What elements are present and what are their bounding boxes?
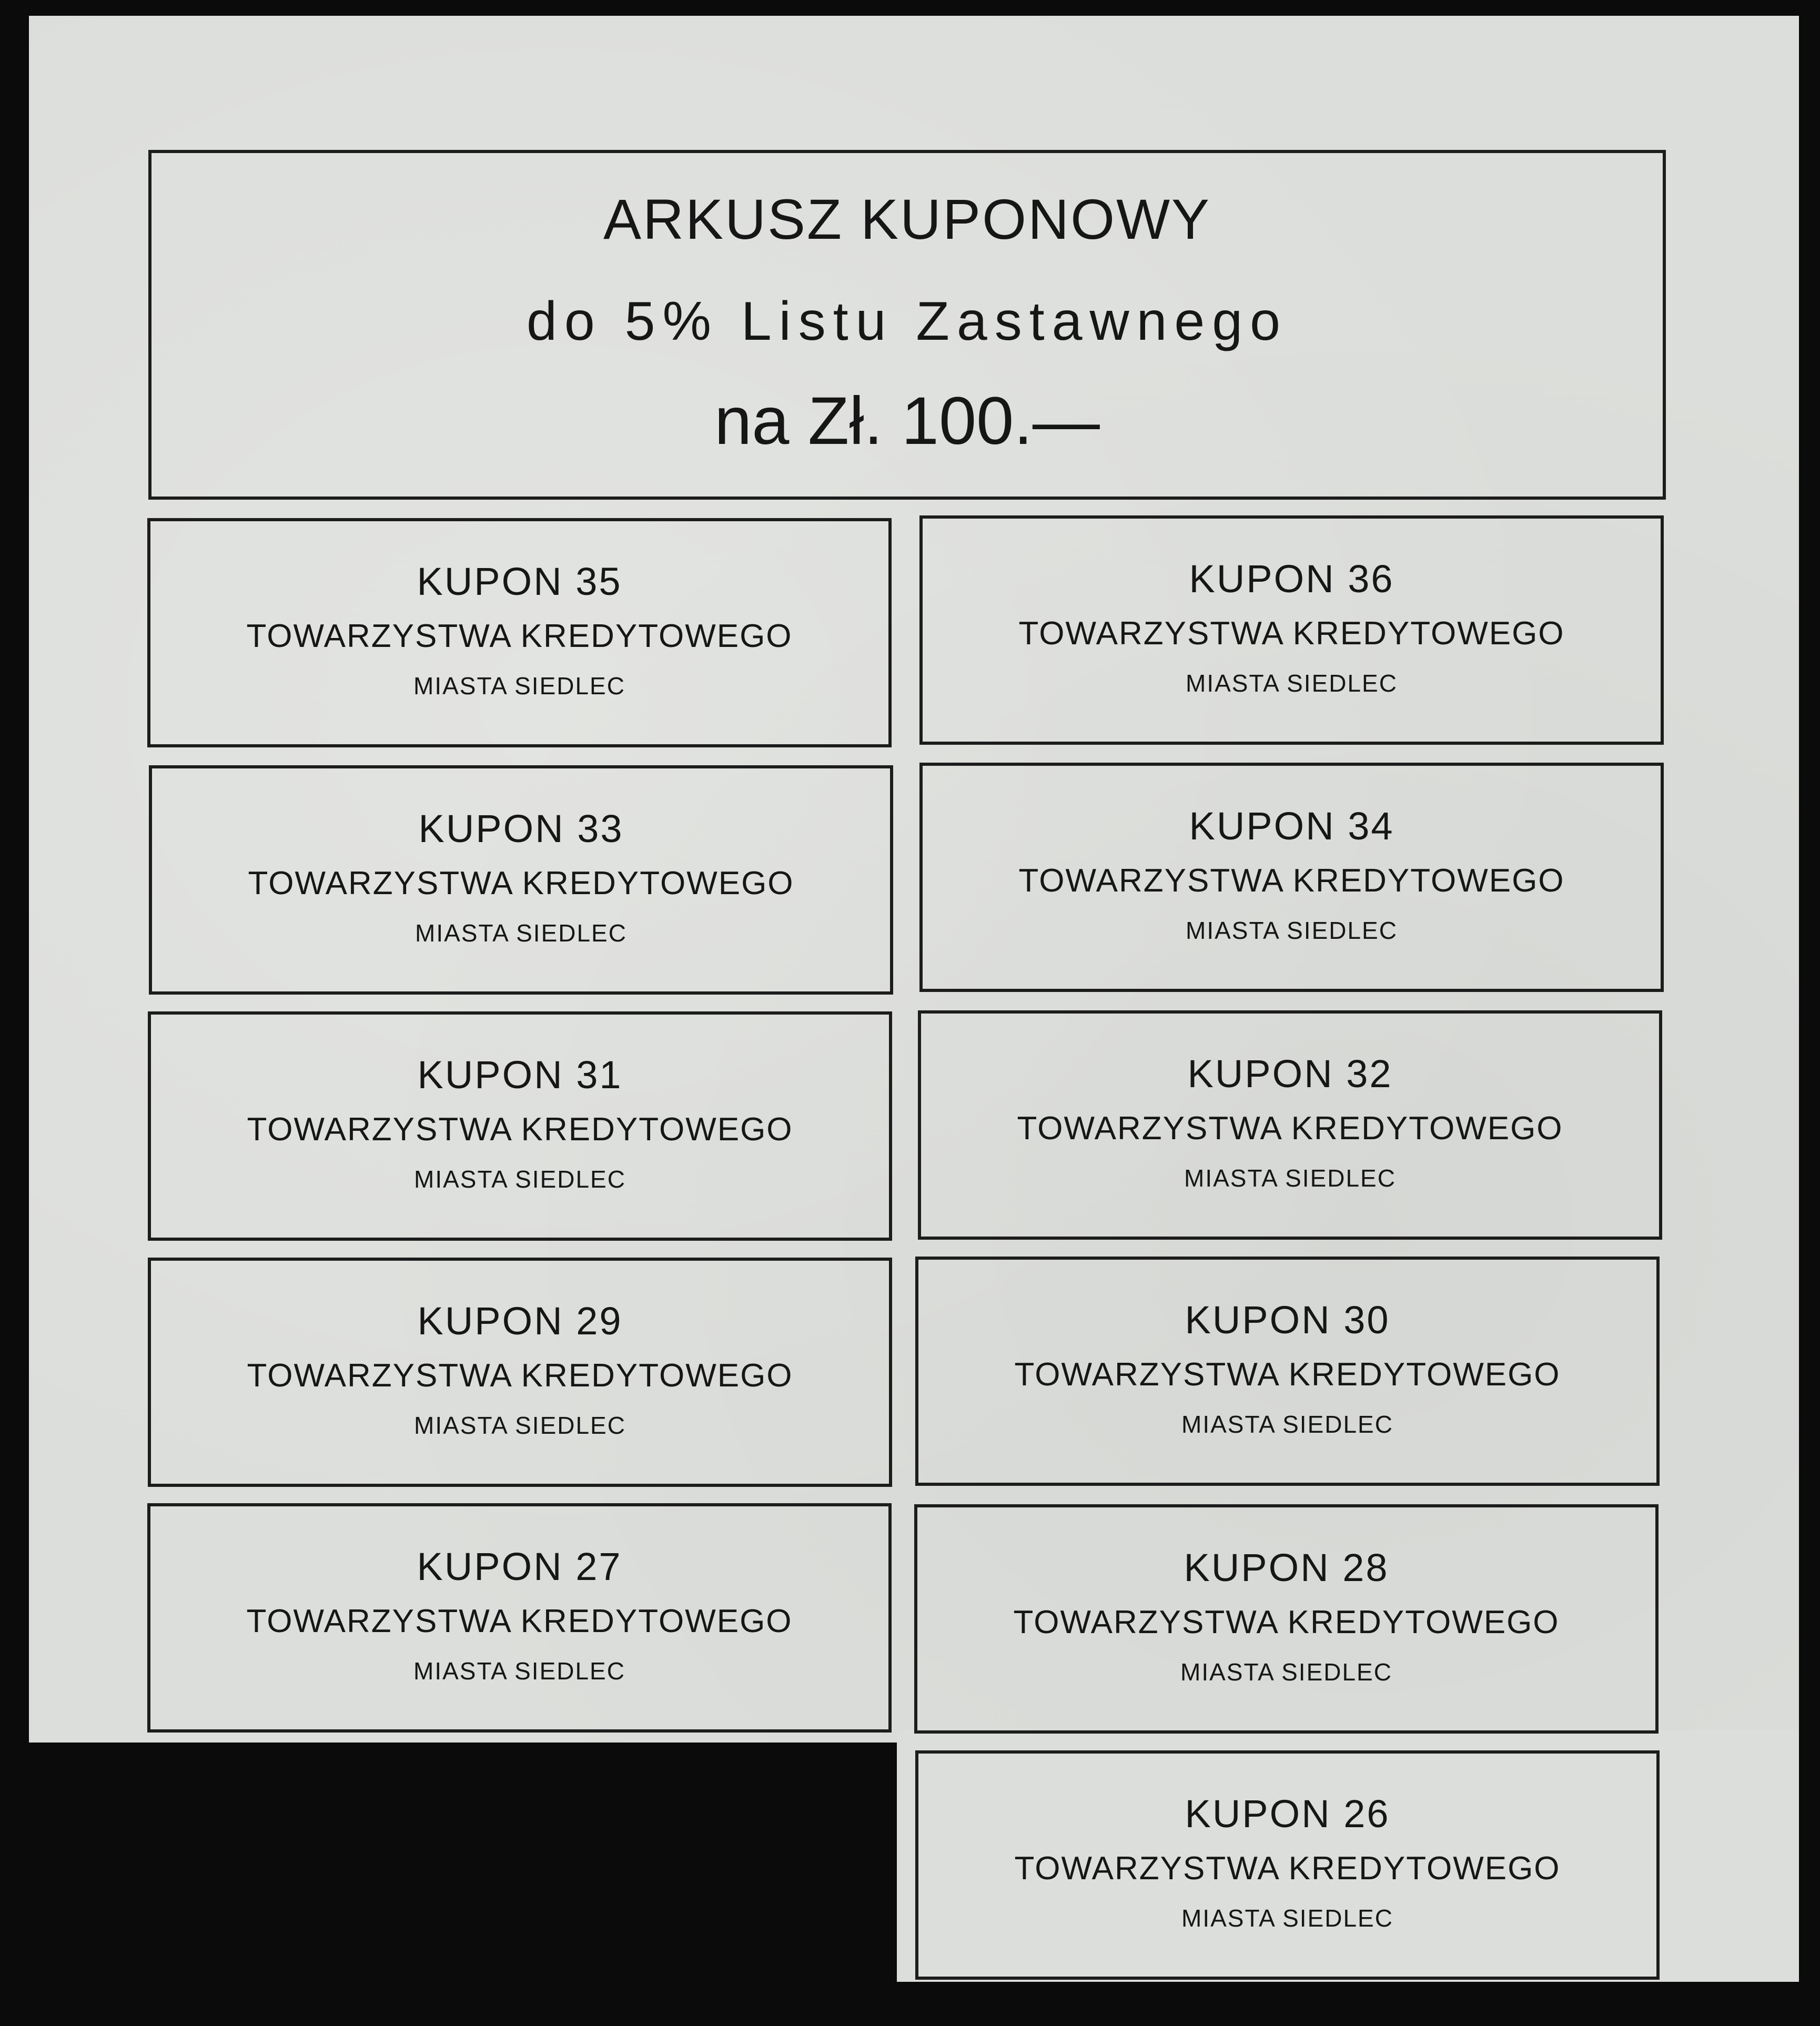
coupon-society: TOWARZYSTWA KREDYTOWEGO	[1014, 1356, 1561, 1393]
coupon-society: TOWARZYSTWA KREDYTOWEGO	[1018, 863, 1565, 899]
coupon-city: MIASTA SIEDLEC	[1186, 670, 1398, 697]
coupon-city: MIASTA SIEDLEC	[1181, 1905, 1393, 1932]
coupon-35	[147, 518, 892, 747]
coupon-36	[919, 515, 1664, 745]
coupon-number: KUPON 29	[417, 1299, 623, 1343]
coupon-27	[147, 1503, 892, 1733]
coupon-26	[915, 1750, 1660, 1980]
coupon-29	[148, 1258, 892, 1487]
coupon-society: TOWARZYSTWA KREDYTOWEGO	[247, 1358, 793, 1394]
coupon-city: MIASTA SIEDLEC	[413, 1657, 625, 1685]
coupon-society: TOWARZYSTWA KREDYTOWEGO	[247, 1111, 793, 1148]
coupon-number: KUPON 28	[1184, 1546, 1389, 1589]
coupon-number: KUPON 32	[1187, 1052, 1393, 1096]
coupon-society: TOWARZYSTWA KREDYTOWEGO	[1017, 1110, 1563, 1147]
coupon-32	[918, 1010, 1662, 1240]
coupon-number: KUPON 33	[418, 807, 624, 850]
coupon-city: MIASTA SIEDLEC	[1186, 917, 1398, 944]
coupon-number: KUPON 26	[1185, 1792, 1390, 1836]
coupon-society: TOWARZYSTWA KREDYTOWEGO	[246, 618, 793, 654]
title-box	[148, 150, 1666, 500]
coupon-33	[149, 765, 893, 995]
coupon-society: TOWARZYSTWA KREDYTOWEGO	[1018, 615, 1565, 652]
sheet-subtitle: do 5% Listu Zastawnego	[527, 291, 1288, 352]
coupon-society: TOWARZYSTWA KREDYTOWEGO	[246, 1603, 793, 1639]
coupon-number: KUPON 27	[417, 1545, 622, 1588]
coupon-31	[148, 1011, 892, 1241]
coupon-28	[914, 1504, 1659, 1734]
coupon-city: MIASTA SIEDLEC	[1181, 1411, 1393, 1438]
coupon-city: MIASTA SIEDLEC	[413, 672, 625, 700]
coupon-34	[919, 763, 1664, 992]
coupon-society: TOWARZYSTWA KREDYTOWEGO	[1013, 1604, 1560, 1640]
coupon-30	[915, 1257, 1660, 1486]
coupon-number: KUPON 34	[1189, 804, 1394, 848]
sheet-denomination: na Zł. 100.—	[714, 383, 1100, 459]
coupon-city: MIASTA SIEDLEC	[414, 1166, 626, 1193]
coupon-number: KUPON 31	[417, 1053, 623, 1097]
coupon-city: MIASTA SIEDLEC	[1180, 1658, 1392, 1686]
coupon-city: MIASTA SIEDLEC	[1184, 1164, 1396, 1192]
coupon-city: MIASTA SIEDLEC	[414, 1412, 626, 1439]
coupon-society: TOWARZYSTWA KREDYTOWEGO	[248, 865, 794, 901]
coupon-number: KUPON 35	[417, 560, 622, 603]
coupon-number: KUPON 36	[1189, 557, 1394, 601]
coupon-society: TOWARZYSTWA KREDYTOWEGO	[1014, 1850, 1561, 1887]
sheet-title: ARKUSZ KUPONOWY	[603, 187, 1211, 251]
coupon-city: MIASTA SIEDLEC	[415, 919, 627, 947]
coupon-number: KUPON 30	[1185, 1298, 1390, 1342]
